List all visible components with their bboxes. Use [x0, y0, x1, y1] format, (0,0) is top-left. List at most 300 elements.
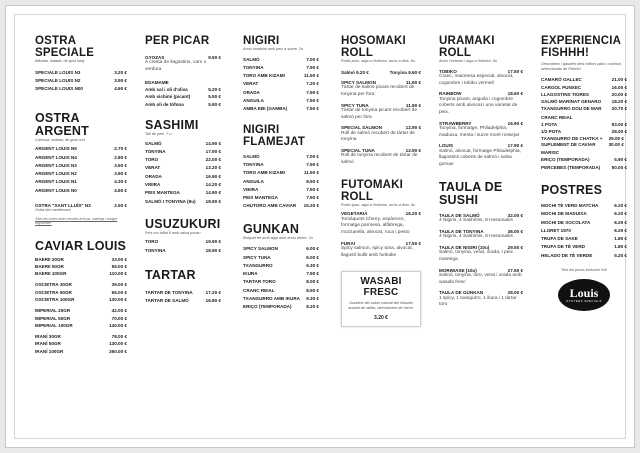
item-name: TORO [145, 157, 159, 163]
item-name: ORADA [145, 173, 162, 179]
usuzukuri-subtitle: Peix cru tallat fi amb salsa ponzu [145, 230, 201, 235]
item-name: ARGENT LOUIS N3 [35, 162, 77, 168]
section-title-ostra-especiale: OSTRA SPECIALE [35, 35, 95, 60]
hosomaki-pair-salmo: Salmó 9.20 € [341, 69, 369, 75]
experiencia-list [541, 77, 627, 111]
hosomaki-list [341, 80, 421, 167]
uramaki-subtitle: Arròs l'exterior i alga a l'interior. 8u [439, 59, 498, 64]
item-name: CAMARÓ GALLEC [541, 77, 582, 83]
item-name: Amb oli de tòfona [145, 101, 184, 107]
edamame-list [145, 87, 221, 107]
item-name: SPECIALE LOUIS N00 [35, 86, 83, 92]
item-price: 18.20 € [611, 99, 627, 105]
item-name: ARGENT LOUIS N2 [35, 171, 77, 177]
menu-item [35, 171, 127, 176]
menu-item [541, 220, 627, 225]
menu-item [541, 165, 627, 170]
item-price: 7.20 € [306, 81, 319, 87]
item-price: 19.90 € [205, 239, 221, 245]
wasabi-desc: Gaudeix del sabor natural del Wasabi acabat de ratllar, directament de l'arrel. [348, 301, 414, 310]
item-price: 29.50 € [507, 245, 523, 251]
item-name: AMBA EBI (GAMBA) [243, 106, 288, 112]
menu-item [541, 92, 627, 97]
item-name: VERAT [243, 81, 259, 87]
menu-item [145, 141, 221, 146]
item-price: 78.00 € [111, 334, 127, 340]
item-price: 15.20 € [303, 203, 319, 209]
postres-list [541, 203, 627, 258]
item-price: 14.90 € [205, 140, 221, 146]
item-name: SPICY SALMON [341, 79, 376, 85]
ostra-argent-subtitle: Carnosa, iodada, de gust curt [35, 137, 85, 142]
item-name: OSCIETRA 100GR [35, 297, 75, 303]
item-name: IMPERIAL 100GR [35, 322, 73, 328]
item-desc: Tàrtar de tonyina picant recobert de salmó per fora [341, 107, 417, 120]
item-price: 2.80 € [114, 154, 127, 160]
menu-item [243, 179, 319, 184]
item-name: LLAGOSTINS TIGRES [541, 91, 589, 97]
item-price: 11.90 € [405, 102, 421, 108]
menu-item [35, 86, 127, 91]
item-price: 50.00 € [611, 164, 627, 170]
item-name: VEGETARIÀ [341, 211, 368, 217]
menu-item [35, 163, 127, 168]
hosomaki-subtitle: Rotllo prim, alga a l'exterior, arròs a dins. 8u [341, 59, 415, 64]
item-price: 33.00 € [111, 256, 127, 262]
menu-item [541, 136, 627, 147]
section-title-usuzukuri: USUZUKURI [145, 216, 221, 231]
menu-item [243, 57, 319, 62]
experiencia-subtitle: Descobreix i gaudeix dels millors plats i mariscs seleccionats de Fishhh! [541, 62, 622, 71]
gunkan-subtitle: Bolquet fet amb alga amb arròs dintre. 2u [243, 235, 313, 240]
menu-item [541, 122, 627, 127]
menu-item [35, 146, 127, 151]
item-name: OSCIETRA 30GR [35, 282, 72, 288]
item-name: SPECIALE LOUIS N2 [35, 77, 81, 83]
usuzukuri-list [145, 239, 221, 253]
item-name: TAULA DE GUNKAN [439, 290, 484, 296]
item-price: 6.20 € [614, 211, 627, 217]
item-name: TARTAR DE SALMÓ [145, 298, 189, 304]
item-name: SPECIALE LOUIS N3 [35, 69, 81, 75]
item-desc: Roll de salmó recobert de tàrtar de tonyina [341, 130, 415, 143]
item-price: 70.00 € [111, 315, 127, 321]
menu-item [541, 236, 627, 241]
menu-item [145, 298, 221, 303]
hosomaki-pair-row [341, 70, 421, 75]
menu-item [145, 248, 221, 253]
item-name: ANGUILA [243, 178, 264, 184]
nigiri-flamejat-list [243, 154, 319, 209]
menu-item [35, 179, 127, 184]
item-name: Amb sal i oli d'oliva [145, 87, 188, 93]
item-name: MOCHI DE MADUIXA [541, 211, 587, 217]
item-name: IKURA [243, 271, 258, 277]
menu-item [35, 323, 127, 328]
item-price: 3.50 € [114, 162, 127, 168]
item-price: 55.00 € [111, 263, 127, 269]
section-title-sashimi: SASHIMI [145, 117, 199, 132]
item-name: ARGENT LOUIS N5 [35, 146, 77, 152]
item-name: STRAWBERRY [439, 120, 472, 126]
item-price: 29.00 € 30.00 € [608, 136, 624, 147]
menu-item [145, 94, 221, 99]
logo-text: Louis [569, 285, 599, 300]
item-price: 16.80 € [205, 298, 221, 304]
nigiri-list [243, 57, 319, 112]
item-name: BAERII 20GR [35, 256, 64, 262]
item-price: 17.20 € [205, 290, 221, 296]
menu-item [35, 188, 127, 193]
item-price: 8.20 € [306, 304, 319, 310]
item-desc: 4 Nigiris, 4 Sashimis, 8 Hosomakis [439, 234, 513, 240]
item-price: 1.80 € [614, 236, 627, 242]
wasabi-price: 3.20 € [374, 314, 388, 321]
menu-item [541, 211, 627, 216]
item-price: 5.20 € [614, 252, 627, 258]
column-1 [35, 35, 127, 354]
item-name: TORO [145, 239, 159, 245]
item-price: 12.90 € [405, 148, 421, 154]
item-price: 16.00 € [611, 84, 627, 90]
column-5 [439, 35, 523, 309]
menu-item [541, 106, 627, 111]
gyozas-name: GYOZAS [145, 55, 165, 61]
menu-item [243, 81, 319, 86]
item-desc: 1 spicy, 1 txangurro, 1 ikura i 1 tàrtar toro [439, 295, 517, 308]
item-price: 7.90 € [306, 195, 319, 201]
caviar-group [35, 257, 127, 277]
menu-item [541, 85, 627, 90]
item-name: SPICY TUNA [341, 102, 369, 108]
item-name: TXANGURRO DOU DE MAR [541, 106, 602, 112]
item-desc: Tàrtar de salmó picant recobert de tonyina per fora [341, 85, 415, 97]
item-name: PEIX MANTEGA [243, 195, 278, 201]
item-desc: Cranc, maionesa especial, alvocat, cogombre i tobiko vermell [439, 73, 514, 86]
caviar-group [35, 308, 127, 328]
item-name: IRANÍ 30GR [35, 334, 61, 340]
item-price: 130.00 € [109, 297, 127, 303]
item-price: 7.00 € [306, 56, 319, 62]
item-name: FURAI [341, 240, 356, 246]
menu-item [541, 77, 627, 82]
menu-item [243, 263, 319, 268]
item-price: 3.50 € [114, 77, 127, 83]
item-price: 6.00 € [306, 246, 319, 252]
item-price: 7.90 € [306, 64, 319, 70]
section-title-uramaki: URAMAKI ROLL [439, 35, 495, 60]
item-price: 17.90 € [205, 148, 221, 154]
column-6 [541, 35, 627, 311]
item-price: 6.20 € [614, 227, 627, 233]
menu-item [541, 157, 627, 162]
item-price: 20.70 € [611, 106, 627, 112]
item-price: 14.20 € [205, 181, 221, 187]
item-price: 7.50 € [306, 106, 319, 112]
logo-sub: OYSTERS SPECIALS [566, 298, 602, 303]
menu-item [243, 170, 319, 175]
item-name: SALMÓ [243, 56, 260, 62]
menu-item [243, 203, 319, 208]
menu-item [35, 341, 127, 346]
item-price: 1.80 € [614, 244, 627, 250]
louis-logo [558, 279, 610, 311]
item-name: TXANGURRO [243, 262, 273, 268]
item-name: SPECIAL SALMON [341, 125, 383, 131]
menu-item [145, 190, 221, 195]
item-price: 65.00 € [111, 289, 127, 295]
item-name: TARTAR DE TONYINA [145, 290, 193, 296]
ostra-argent-list [35, 146, 127, 193]
menu-item [35, 282, 127, 287]
menu-item [541, 99, 627, 104]
ostra-especiale-subtitle: Afinada, iodada, de gust llarg [35, 59, 85, 64]
menu-item [243, 90, 319, 95]
item-name: TONYINA [145, 148, 166, 154]
item-price: 7.90 € [306, 271, 319, 277]
item-price: 6.30 € [306, 262, 319, 268]
menu-border [14, 14, 626, 439]
menu-item [243, 296, 319, 301]
item-name: TAULA DE SALMÓ [439, 213, 480, 219]
item-name: ARGENT LOUIS N4 [35, 154, 77, 160]
item-price: 42.00 € [111, 308, 127, 314]
section-title-caviar: CAVIAR LOUIS [35, 238, 127, 253]
menu-item [145, 102, 221, 107]
column-4 [341, 35, 421, 327]
item-price: 110.00 € [109, 271, 127, 277]
wasabi-box [341, 271, 421, 326]
item-price: 140.00 € [109, 322, 127, 328]
menu-item [541, 228, 627, 233]
item-name: TAULA DE TONYINA [439, 229, 484, 235]
hosomaki-pair-tonyina: Tonyina 9.60 € [389, 69, 421, 75]
menu-item [35, 349, 127, 354]
item-name: MOCHI TÈ VERD MATCHA [541, 203, 599, 208]
item-name: HELADO DE TÈ VERDE [541, 252, 593, 258]
marisc-label: MARISC [541, 150, 560, 156]
uramaki-list [439, 69, 523, 169]
item-price: 7.90 € [306, 89, 319, 95]
item-name: TORO AMB KIZAMI [243, 170, 285, 176]
item-price: 6.00 € [306, 254, 319, 260]
item-name: RAINBOW [439, 91, 462, 97]
item-name: TXANGURRO AMB IKURA [243, 296, 300, 302]
item-price: 4.60 € [114, 86, 127, 92]
ostra-note: Totes les ostres estan servides amb pa, mantega i vinagre mignonette. [35, 216, 118, 225]
nigiri-subtitle: Arròs modelat amb peix a sobre. 2u [243, 47, 304, 52]
menu-item [243, 304, 319, 309]
item-desc: Salmó, alvocat, formatge Philadelphia, llagostins coberts de salmó i salsa gomae [439, 148, 521, 168]
menu-item [243, 98, 319, 103]
item-name: ERIÇO (TEMPORADA) [243, 304, 292, 310]
menu-item [35, 334, 127, 339]
item-name: TARTAR TORO [243, 279, 276, 285]
menu-item [35, 316, 127, 321]
ostra-sant-lluis-subtitle: Ostra del mediterrani [35, 208, 71, 213]
column-3 [243, 35, 319, 310]
item-price: 16.90 € [507, 120, 523, 126]
menu-item [145, 290, 221, 295]
item-price: 130.00 € [109, 341, 127, 347]
ostra-sant-lluis-price: 2.50 € [114, 203, 127, 208]
item-name: TONYINA [243, 64, 264, 70]
item-name: OSCIETRA 50GR [35, 289, 72, 295]
menu-item [35, 264, 127, 269]
marisc-list [541, 157, 627, 170]
section-title-nigiri-flamejat: NIGIRI FLAMEJAT [243, 123, 306, 148]
item-price: 5.90 € [614, 157, 627, 163]
item-price: 12.90 € [405, 125, 421, 131]
section-title-tartar: TARTAR [145, 268, 196, 283]
item-name: SALMÓ [145, 140, 162, 146]
item-name: TONYINA [243, 161, 264, 167]
item-desc: Tomàquets Cherry, espàrrecs, formatge parmesà, alfàbrega, mozzarella, alvocat, ruca i pesto [341, 216, 410, 236]
item-price: 53.00 € [611, 121, 627, 127]
item-name: TAULA DE NIGIRI (10u) [439, 245, 490, 251]
item-name: Amb sichimi (picant) [145, 94, 191, 100]
item-name: IMPERIAL 20GR [35, 308, 71, 314]
menu-item [243, 187, 319, 192]
item-name: SPICY SALMON [243, 246, 278, 252]
item-name: IRANÍ 100GR [35, 348, 64, 354]
item-name: 1/2 POTA [541, 129, 562, 135]
cranc-label: CRANC REIAL [541, 114, 573, 120]
item-price: 39.00 € [111, 282, 127, 288]
cranc-list [541, 122, 627, 147]
section-title-postres: POSTRES [541, 182, 603, 197]
item-name: SALMÓ I TONYINA (9u) [145, 198, 196, 204]
item-name: VIEIRA [145, 181, 161, 187]
item-price: 3.20 € [114, 69, 127, 75]
section-title-hosomaki: HOSOMAKI ROLL [341, 35, 406, 60]
item-price: 18.90 € [205, 198, 221, 204]
footer-text: Tots els preus inclouen IVA [561, 267, 607, 272]
section-title-futomaki: FUTOMAKI ROLL [341, 178, 404, 203]
item-name: CARGOL PUNXEC [541, 84, 582, 90]
item-price: 6.20 € [614, 203, 627, 208]
item-price: 36.00 € [507, 229, 523, 235]
menu-item [145, 174, 221, 179]
item-desc: Salmó, tonyina, toro, verat i orada amb wasabi fresc [439, 273, 522, 285]
item-name: IMPERIAL 50GR [35, 315, 71, 321]
item-price: 22.00 € [205, 157, 221, 163]
tartar-list [145, 290, 221, 304]
menu-item [541, 244, 627, 249]
menu-item [35, 78, 127, 83]
item-price: 18.90 € [205, 247, 221, 253]
section-title-experiencia: EXPERIENCIA FISHHH! [541, 35, 621, 60]
item-name: SPICY TUNA [243, 254, 271, 260]
item-name: MORIWASE (10u) [439, 267, 477, 273]
item-price: 16.20 € [405, 211, 421, 217]
menu-item [243, 154, 319, 159]
menu-item [243, 255, 319, 260]
item-price: 2.70 € [114, 146, 127, 152]
menu-item [35, 290, 127, 295]
menu-item [243, 271, 319, 276]
menu-item [243, 246, 319, 251]
item-price: 20.00 € [611, 91, 627, 97]
item-name: BAERII 50GR [35, 263, 64, 269]
futomaki-list [341, 211, 421, 259]
item-price: 9.30 € [306, 296, 319, 302]
menu-item [243, 106, 319, 111]
menu-item [145, 239, 221, 244]
gyozas-price: 9.50 € [208, 55, 221, 61]
item-price: 5.90 € [208, 101, 221, 107]
menu-item [145, 182, 221, 187]
menu-item [243, 288, 319, 293]
item-name: VIEIRA [243, 186, 259, 192]
item-price: 27.50 € [507, 267, 523, 273]
item-price: 13.20 € [205, 165, 221, 171]
item-name: TOBIKO [439, 68, 457, 74]
item-desc: 4 Nigiris, 4 Sashimis, 8 Hosomakis [439, 218, 513, 224]
menu-item [35, 257, 127, 262]
sashimi-subtitle: Tall de peix. 7 u. [145, 132, 173, 136]
item-name: SALMÓ MARINAT GENARO [541, 99, 602, 105]
item-name: BAERII 100GR [35, 271, 67, 277]
menu-item [145, 165, 221, 170]
item-price: 14.90 € [205, 190, 221, 196]
section-title-nigiri: NIGIRI [243, 35, 280, 47]
menu-item [243, 279, 319, 284]
taula-sushi-list [439, 213, 523, 309]
item-name: ORADA [243, 89, 260, 95]
menu-item [35, 308, 127, 313]
item-name: PEIX MANTEGA [145, 190, 180, 196]
item-price: 28.00 € [611, 129, 627, 135]
wasabi-title: WASABI FRESC [360, 276, 402, 298]
section-title-ostra-argent: OSTRA ARGENT [35, 110, 89, 138]
item-desc: Roll de tonyina recobert de tàrtar de salmó [341, 153, 418, 165]
section-title-per-picar: PER PICAR [145, 35, 210, 47]
section-title-taula-sushi: TAULA DE SUSHI [439, 179, 503, 207]
item-price: 17.50 € [405, 240, 421, 246]
item-name: LOUIS [439, 143, 454, 149]
menu-item [35, 271, 127, 276]
menu-page [5, 5, 635, 448]
menu-item [145, 157, 221, 162]
item-name: LLORET 1970 [541, 227, 571, 233]
item-price: 17.50 € [507, 68, 523, 74]
item-price: 4.60 € [114, 187, 127, 193]
item-name: SALMÓ [243, 153, 260, 159]
item-price: 18.60 € [507, 91, 523, 97]
item-name: IRANÍ 50GR [35, 341, 61, 347]
ostra-especiale-list [35, 70, 127, 92]
menu-item [439, 290, 523, 295]
column-2 [145, 35, 221, 304]
item-price: 17.90 € [507, 143, 523, 149]
menu-item [35, 297, 127, 302]
item-name: SPECIAL TUNA [341, 148, 375, 154]
item-desc: Tonyina, formatge, Philadelphia, maduixa, menta i sucre morè rossejat [439, 126, 519, 138]
item-name: VERAT [145, 165, 161, 171]
item-price: 8.50 € [306, 178, 319, 184]
item-price: 5.50 € [208, 94, 221, 100]
item-name: ERIÇO (TEMPORADA) [541, 157, 590, 163]
item-price: 4.30 € [114, 179, 127, 185]
sashimi-list [145, 141, 221, 204]
menu-item [541, 129, 627, 134]
item-name: ANGUILA [243, 98, 264, 104]
item-name: TRUFA DE SAKE [541, 236, 578, 242]
item-price: 7.50 € [306, 98, 319, 104]
item-price: 16.90 € [205, 173, 221, 179]
futomaki-subtitle: Rotllo gran, alga a l'exterior, arròs a dins. 6u [341, 202, 416, 207]
